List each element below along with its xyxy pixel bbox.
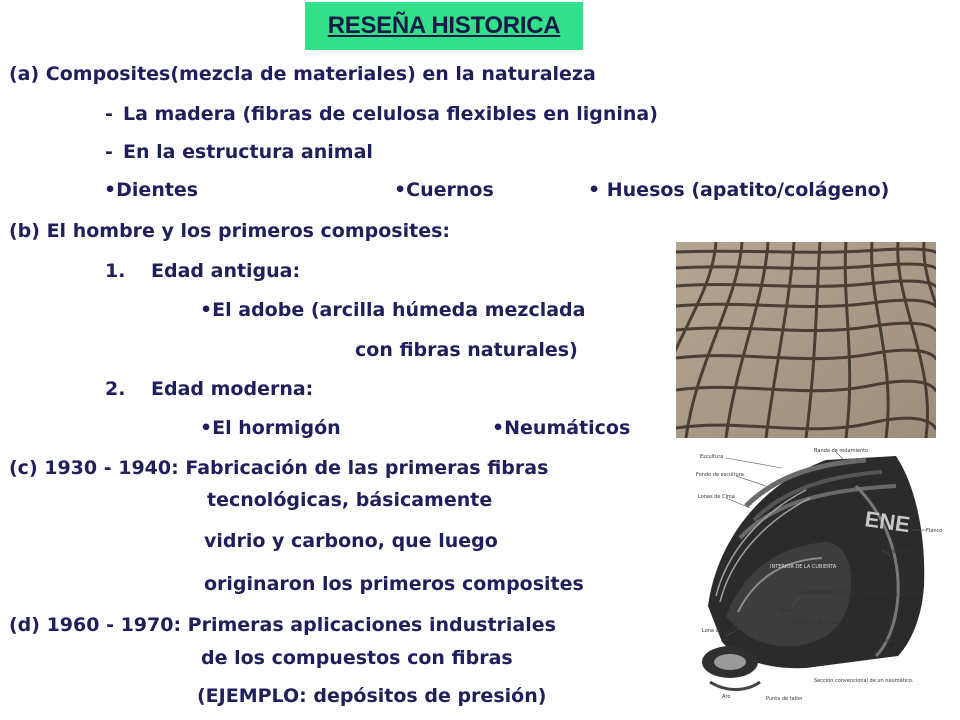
- tire-label-aro: Aro: [722, 694, 731, 700]
- section-a-dash-2: -: [105, 141, 113, 163]
- tire-label-centrado: Cordón de centrado: [872, 592, 922, 598]
- section-c-line-3: vidrio y carbono, que luego: [204, 530, 498, 552]
- adobe-line-2: con fibras naturales): [355, 339, 578, 361]
- tire-label-escultura: Escultura: [700, 454, 724, 460]
- section-a-dash-1: -: [105, 103, 113, 125]
- tire-label-esquema: Esquema de la cubierta: [792, 620, 852, 626]
- edad-moderna-label: Edad moderna:: [151, 378, 314, 400]
- tire-label-talon: Talón: [778, 608, 791, 614]
- adobe-line-1: •El adobe (arcilla húmeda mezclada: [200, 299, 586, 321]
- tire-label-zona-apoyo: Zona de apoyo: [862, 638, 900, 644]
- tire-label-enganche: Enganche: [886, 548, 911, 554]
- tire-label-revestimiento: Revestimiento de goma interior: [798, 590, 878, 596]
- section-c-line-1: (c) 1930 - 1940: Fabricación de las primeras fibras: [9, 457, 549, 479]
- bullet-cuernos: •Cuernos: [394, 179, 494, 201]
- edad-moderna-number: 2.: [105, 378, 126, 400]
- tire-label-lona-carcasa: Lona de Carcasa: [702, 628, 744, 634]
- tire-label-interior: INTERIOR DE LA CUBIERTA: [770, 564, 837, 570]
- section-c-line-4: originaron los primeros composites: [204, 573, 584, 595]
- adobe-bricks-photo: [676, 242, 936, 438]
- section-a-heading: (a) Composites(mezcla de materiales) en la naturaleza: [9, 63, 596, 85]
- slide-title-box: [305, 2, 583, 50]
- section-b-heading: (b) El hombre y los primeros composites:: [9, 220, 451, 242]
- tire-label-punta: Punta de talón: [766, 696, 803, 702]
- slide-title: RESEÑA HISTORICA: [327, 12, 561, 39]
- section-d-line-2: de los compuestos con fibras: [201, 647, 513, 669]
- bullet-neumaticos: •Neumáticos: [492, 417, 631, 439]
- tire-label-lonas-cima: Lonas de Cima: [698, 494, 735, 500]
- edad-antigua-number: 1.: [105, 260, 126, 282]
- tire-label-banda: Banda de rodamiento: [814, 448, 869, 454]
- section-c-line-2: tecnológicas, básicamente: [207, 489, 493, 511]
- bullet-hormigon: •El hormigón: [200, 417, 341, 439]
- tire-label-flanco: Flanco: [926, 528, 943, 534]
- tire-brand-lettering: ENE: [863, 506, 912, 538]
- tire-cross-section-illustration: [686, 446, 948, 716]
- edad-antigua-label: Edad antigua:: [151, 260, 301, 282]
- section-a-item-animal: En la estructura animal: [123, 141, 373, 163]
- tire-caption: Sección convencional de un neumático.: [814, 678, 914, 684]
- bullet-dientes: •Dientes: [104, 179, 199, 201]
- bullet-huesos: • Huesos (apatito/colágeno): [588, 179, 890, 201]
- section-d-line-3: (EJEMPLO: depósitos de presión): [197, 685, 547, 707]
- section-d-line-1: (d) 1960 - 1970: Primeras aplicaciones industriales: [9, 614, 556, 636]
- section-a-item-wood: La madera (fibras de celulosa flexibles en lignina): [123, 103, 658, 125]
- tire-label-fondo: Fondo de escultura: [696, 472, 744, 478]
